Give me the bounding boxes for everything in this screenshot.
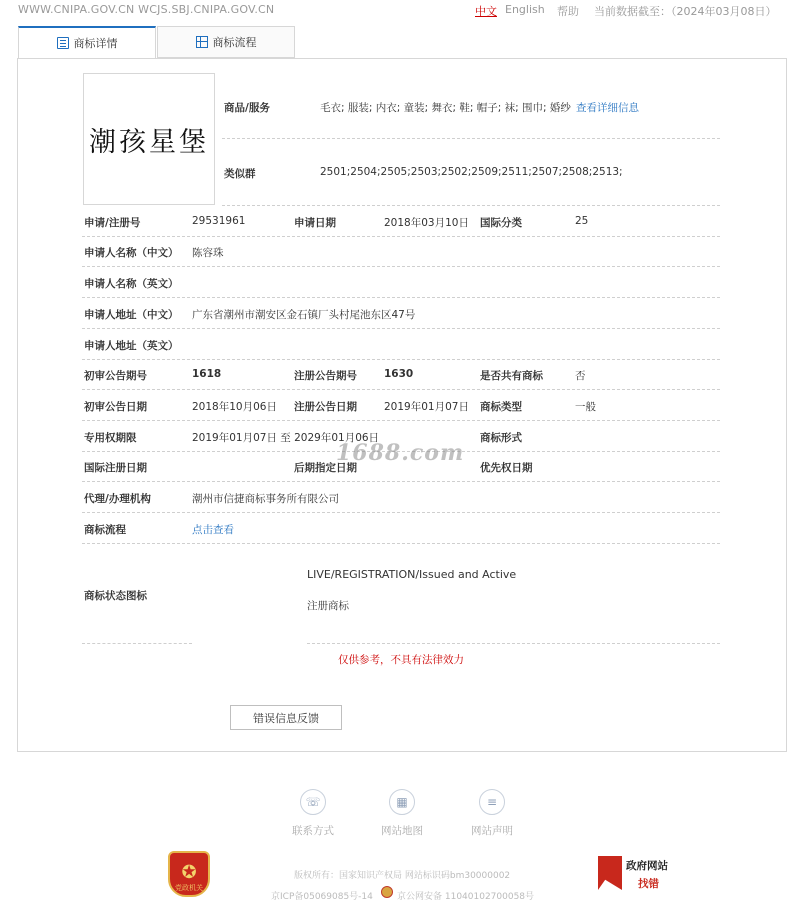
reg-no-value: 29531961 [192, 215, 246, 227]
shared-value: 否 [575, 370, 586, 382]
type-label: 商标类型 [480, 401, 522, 413]
shared-label: 是否共有商标 [480, 370, 543, 382]
tab-trademark-flow[interactable] [157, 26, 295, 58]
footer-contact-link[interactable] [283, 789, 343, 838]
type-value: 一般 [575, 401, 596, 413]
table-icon [196, 36, 208, 48]
divider [82, 643, 192, 644]
flow-label: 商标流程 [84, 524, 126, 536]
sitemap-icon: ▦ [389, 789, 415, 815]
similar-group-label: 类似群 [224, 168, 256, 180]
gov-agency-badge[interactable] [168, 851, 210, 897]
lang-chinese-link[interactable]: 中文 [475, 5, 497, 18]
status-label: 商标状态图标 [84, 590, 147, 602]
status-cn-value: 注册商标 [307, 600, 349, 612]
prelim-date-label: 初审公告日期 [84, 401, 147, 413]
reg-no-label: 申请/注册号 [84, 217, 141, 229]
trademark-logo [83, 73, 215, 205]
intl-reg-date-label: 国际注册日期 [84, 462, 147, 474]
divider [82, 420, 720, 421]
later-date-label: 后期指定日期 [294, 462, 357, 474]
applicant-en-label: 申请人名称（英文） [84, 278, 179, 290]
divider [307, 643, 720, 644]
statement-icon: ≡ [479, 789, 505, 815]
error-finder-icon [598, 856, 622, 890]
exclusive-label: 专用权期限 [84, 432, 137, 444]
emblem-icon: ✪ [181, 862, 197, 883]
address-en-label: 申请人地址（英文） [84, 340, 179, 352]
goods-label: 商品/服务 [224, 102, 270, 114]
copyright-text: 版权所有：国家知识产权局 网站标识码bm30000002 [294, 871, 511, 881]
form-label: 商标形式 [480, 432, 522, 444]
gov-error-line1: 政府网站 [626, 860, 668, 872]
prelim-issue-label: 初审公告期号 [84, 370, 147, 382]
tab-trademark-detail-label: 商标详情 [73, 37, 118, 50]
top-bar [0, 0, 804, 22]
divider [82, 389, 720, 390]
divider [82, 266, 720, 267]
app-date-label: 申请日期 [294, 217, 336, 229]
site-urls: WWW.CNIPA.GOV.CN WCJS.SBJ.CNIPA.GOV.CN [18, 3, 275, 16]
trademark-logo-text: 潮孩星堡 [89, 126, 209, 158]
app-date-value: 2018年03月10日 [384, 217, 469, 229]
goods-value: 毛衣; 服装; 内衣; 童装; 舞衣; 鞋; 帽子; 袜; 围巾; 婚纱 [320, 102, 571, 114]
address-cn-label: 申请人地址（中文） [84, 309, 179, 321]
footer-sitemap-link[interactable] [372, 789, 432, 838]
help-link[interactable]: 帮助 [557, 5, 579, 18]
agent-label: 代理/办理机构 [84, 493, 151, 505]
reg-issue-label: 注册公告期号 [294, 370, 357, 382]
prelim-issue-value: 1618 [192, 368, 222, 380]
gov-site-error-finder[interactable] [598, 856, 678, 892]
address-cn-value: 广东省潮州市潮安区金石镇厂头村尾池东区47号 [192, 309, 416, 321]
goods-detail-link[interactable]: 查看详细信息 [576, 102, 639, 114]
tab-trademark-detail[interactable] [18, 26, 156, 59]
intl-class-value: 25 [575, 215, 589, 227]
gov-agency-badge-text: 党政机关 [175, 884, 203, 892]
divider [82, 236, 720, 237]
divider [222, 205, 720, 206]
priority-date-label: 优先权日期 [480, 462, 533, 474]
disclaimer-text: 仅供参考，不具有法律效力 [338, 654, 464, 666]
divider [82, 481, 720, 482]
agent-value: 潮州市信捷商标事务所有限公司 [192, 493, 339, 505]
divider [82, 512, 720, 513]
applicant-cn-label: 申请人名称（中文） [84, 247, 179, 259]
footer-contact-label: 联系方式 [292, 825, 334, 837]
divider [82, 359, 720, 360]
reg-date-label: 注册公告日期 [294, 401, 357, 413]
exclusive-value: 2019年01月07日 至 2029年01月06日 [192, 432, 380, 444]
phone-icon: ☏ [300, 789, 326, 815]
police-emblem-icon [381, 886, 393, 898]
prelim-date-value: 2018年10月06日 [192, 401, 277, 413]
tab-trademark-flow-label: 商标流程 [212, 36, 257, 49]
status-en-value: LIVE/REGISTRATION/Issued and Active [307, 568, 517, 581]
similar-group-value: 2501;2504;2505;2503;2502;2509;2511;2507;2508;2513; [320, 166, 623, 178]
police-record-text[interactable]: 京公网安备 11040102700058号 [397, 892, 535, 902]
lang-english-link[interactable]: English [505, 3, 545, 16]
document-icon [57, 37, 69, 49]
flow-view-link[interactable]: 点击查看 [192, 524, 234, 536]
divider [82, 543, 720, 544]
error-feedback-button[interactable]: 错误信息反馈 [230, 705, 342, 730]
divider [82, 297, 720, 298]
divider [82, 328, 720, 329]
intl-class-label: 国际分类 [480, 217, 522, 229]
data-deadline: 当前数据截至：（2024年03月08日） [594, 5, 777, 18]
reg-date-value: 2019年01月07日 [384, 401, 469, 413]
footer-statement-label: 网站声明 [471, 825, 513, 837]
icp-text[interactable]: 京ICP备05069085号-14 [271, 892, 373, 902]
divider [222, 138, 720, 139]
reg-issue-value: 1630 [384, 368, 414, 380]
gov-error-line2: 找错 [638, 878, 659, 890]
footer-sitemap-label: 网站地图 [381, 825, 423, 837]
watermark-text: 1688.com [336, 440, 465, 466]
footer-statement-link[interactable] [462, 789, 522, 838]
applicant-cn-value: 陈容珠 [192, 247, 224, 259]
